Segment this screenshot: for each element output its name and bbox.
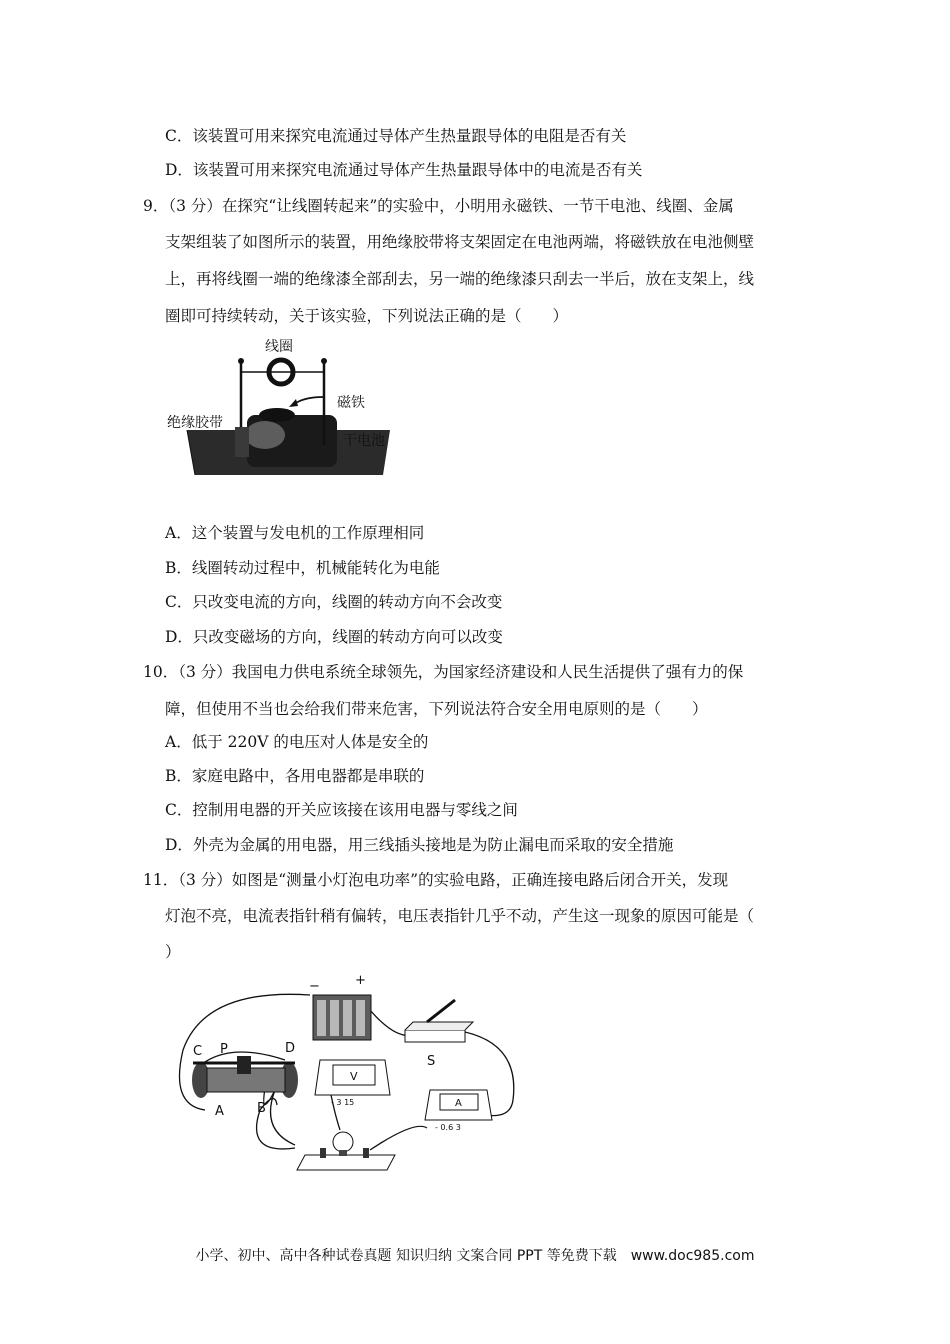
label-battery: 干电池 — [343, 433, 385, 449]
q8-option-d: D．该装置可用来探究电流通过导体产生热量跟导体中的电流是否有关 — [165, 161, 643, 179]
q9-option-c: C．只改变电流的方向，线圈的转动方向不会改变 — [165, 593, 503, 611]
ammeter-symbol: A — [455, 1098, 462, 1109]
q11-stem-line-2: 灯泡不亮，电流表指针稍有偏转，电压表指针几乎不动，产生这一现象的原因可能是（ — [165, 907, 755, 925]
label-C: C — [193, 1044, 203, 1059]
label-D: D — [285, 1041, 296, 1056]
battery-minus: − — [309, 979, 320, 994]
label-magnet: 磁铁 — [337, 395, 365, 411]
ammeter-terminals: - 0.6 3 — [435, 1123, 461, 1132]
q10-option-d: D．外壳为金属的用电器，用三线插头接地是为防止漏电而采取的安全措施 — [165, 836, 674, 854]
q10-option-c: C．控制用电器的开关应该接在该用电器与零线之间 — [165, 801, 518, 819]
q8-option-c: C．该装置可用来探究电流通过导体产生热量跟导体的电阻是否有关 — [165, 127, 627, 145]
q9-coil-motor-figure — [165, 335, 405, 485]
q10-option-a: A．低于 220V 的电压对人体是安全的 — [165, 733, 429, 751]
battery-plus: + — [355, 973, 366, 988]
q9-stem-line-1: 9．（3 分）在探究“让线圈转起来”的实验中，小明用永磁铁、一节干电池、线圈、金属 — [143, 197, 734, 215]
q10-stem-line-2: 障，但使用不当也会给我们带来危害，下列说法符合安全用电原则的是（ ） — [165, 700, 708, 718]
q9-stem-line-4: 圈即可持续转动，关于该实验，下列说法正确的是（ ） — [165, 307, 569, 325]
q9-stem-line-3: 上，再将线圈一端的绝缘漆全部刮去，另一端的绝缘漆只刮去一半后，放在支架上，线 — [165, 270, 755, 288]
label-coil: 线圈 — [265, 339, 293, 355]
q11-stem-line-1: 11．（3 分）如图是“测量小灯泡电功率”的实验电路，正确连接电路后闭合开关，发现 — [143, 871, 729, 889]
q9-option-a: A．这个装置与发电机的工作原理相同 — [165, 524, 425, 542]
switch-lever — [427, 1000, 455, 1022]
label-B: B — [257, 1101, 266, 1116]
q10-stem-line-1: 10．（3 分）我国电力供电系统全球领先，为国家经济建设和人民生活提供了强有力的保 — [143, 663, 744, 681]
footer-text: 小学、初中、高中各种试卷真题 知识归纳 文案合同 PPT 等免费下载 www.doc985.com — [195, 1248, 755, 1264]
label-P: P — [220, 1042, 228, 1057]
lamp-base — [297, 1155, 395, 1170]
q11-circuit-figure — [165, 970, 525, 1185]
label-A: A — [215, 1104, 224, 1119]
magnet-shape — [259, 408, 295, 422]
q9-stem-line-2: 支架组装了如图所示的装置，用绝缘胶带将支架固定在电池两端，将磁铁放在电池侧壁 — [165, 233, 755, 251]
voltmeter-terminals: - 3 15 — [331, 1098, 355, 1107]
bulb — [333, 1132, 353, 1152]
voltmeter-symbol: V — [350, 1070, 358, 1083]
switch-label: S — [427, 1054, 436, 1069]
q9-option-b: B．线圈转动过程中，机械能转化为电能 — [165, 559, 440, 577]
q10-option-b: B．家庭电路中，各用电器都是串联的 — [165, 767, 425, 785]
tape-shape — [235, 427, 249, 457]
q11-stem-line-3: ） — [165, 943, 181, 961]
q9-option-d: D．只改变磁场的方向，线圈的转动方向可以改变 — [165, 628, 503, 646]
label-tape: 绝缘胶带 — [167, 415, 223, 431]
rheostat-slider — [237, 1056, 251, 1074]
